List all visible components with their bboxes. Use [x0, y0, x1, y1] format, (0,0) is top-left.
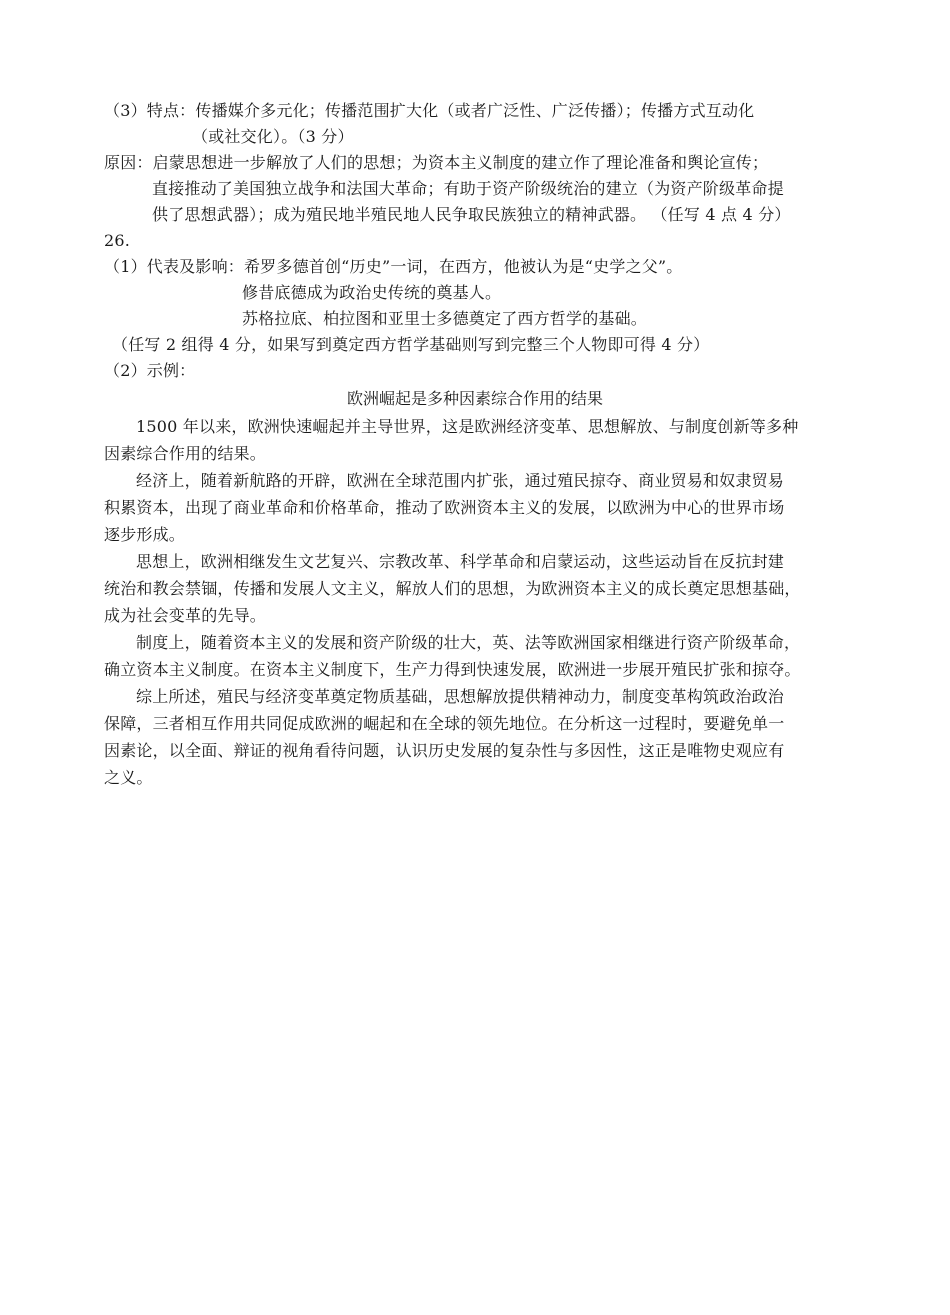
essay-line: 积累资本，出现了商业革命和价格革命，推动了欧洲资本主义的发展，以欧洲为中心的世界市场: [104, 498, 785, 517]
question-number: 26.: [104, 231, 131, 250]
essay-line: 确立资本主义制度。在资本主义制度下，生产力得到快速发展，欧洲进一步展开殖民扩张和掠夺。: [104, 660, 801, 679]
essay-line: 因素论，以全面、辩证的视角看待问题，认识历史发展的复杂性与多因性，这正是唯物史观应有: [104, 741, 785, 760]
part2-label: （2）示例：: [104, 361, 196, 380]
essay-line: 综上所述，殖民与经济变革奠定物质基础，思想解放提供精神动力，制度变革构筑政治政治: [136, 687, 785, 706]
part1-line-3: 苏格拉底、柏拉图和亚里士多德奠定了西方哲学的基础。: [242, 309, 648, 328]
essay-line: 制度上，随着资本主义的发展和资产阶级的壮大，英、法等欧洲国家相继进行资产阶级革命，: [136, 633, 801, 652]
reasons-line-1: 原因：启蒙思想进一步解放了人们的思想；为资本主义制度的建立作了理论准备和舆论宣传；: [104, 153, 769, 172]
essay-line: 成为社会变革的先导。: [104, 606, 267, 625]
essay-line: 之义。: [104, 768, 153, 787]
part1-scoring-note: （任写 2 组得 4 分，如果写到奠定西方哲学基础则写到完整三个人物即可得 4 分）: [112, 335, 710, 354]
essay-title: 欧洲崛起是多种因素综合作用的结果: [346, 389, 603, 408]
part1-line-1: （1）代表及影响：希罗多德首创“历史”一词，在西方，他被认为是“史学之父”。: [104, 257, 683, 276]
essay-line: 逐步形成。: [104, 525, 186, 544]
features-line-1: （3）特点：传播媒介多元化；传播范围扩大化（或者广泛性、广泛传播）；传播方式互动化: [104, 101, 755, 120]
reasons-line-3: 供了思想武器）；成为殖民地半殖民地人民争取民族独立的精神武器。 （任写 4 点 4 分）: [152, 205, 791, 224]
part1-line-2: 修昔底德成为政治史传统的奠基人。: [242, 283, 502, 302]
essay-line: 保障，三者相互作用共同促成欧洲的崛起和在全球的领先地位。在分析这一过程时，要避免单一: [104, 714, 785, 733]
essay-line: 统治和教会禁锢，传播和发展人文主义，解放人们的思想，为欧洲资本主义的成长奠定思想基础，: [104, 579, 801, 598]
reasons-line-2: 直接推动了美国独立战争和法国大革命；有助于资产阶级统治的建立（为资产阶级革命提: [152, 179, 784, 198]
features-line-2: （或社交化）。（3 分）: [192, 127, 354, 146]
essay-line: 因素综合作用的结果。: [104, 444, 267, 463]
essay-line: 经济上，随着新航路的开辟，欧洲在全球范围内扩张，通过殖民掠夺、商业贸易和奴隶贸易: [136, 471, 785, 490]
essay-line: 1500 年以来，欧洲快速崛起并主导世界，这是欧洲经济变革、思想解放、与制度创新等多种: [136, 417, 799, 436]
essay-line: 思想上，欧洲相继发生文艺复兴、宗教改革、科学革命和启蒙运动，这些运动旨在反抗封建: [136, 552, 785, 571]
